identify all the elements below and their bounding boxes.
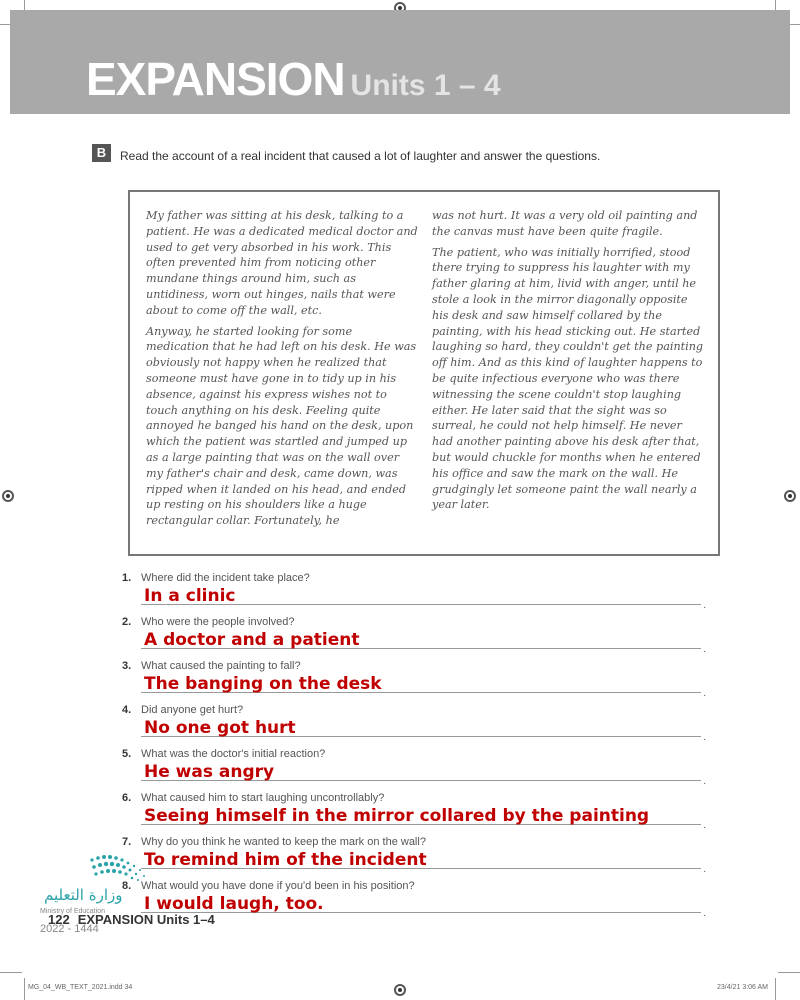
question-list [122,572,706,924]
question-number: 1. [122,572,132,584]
question-item [122,836,706,880]
page-number: 122 [48,912,70,927]
story-column-right [432,208,704,544]
story-paragraph: Anyway, he started looking for some medication that he had left on his desk. He was obviously not happy when he realized that someone must have gone in to tidy up in his absence, against his express wishes not to touch anything on his desk. Feeling quite annoyed he banged his hand on the desk, upon which the patient was startled and jumped up as a large painting that was on the wall over my father's chair and desk, came down, was ripped when it landed on his head, and ended up resting on his shoulders like a huge rectangular collar. Fortunately, he [146,324,417,528]
answer-line-end: . [703,688,706,699]
answer-text: A doctor and a patient [144,630,360,650]
banner-title-main: EXPANSION [86,53,345,105]
question-number: 3. [122,660,132,672]
question-number: 5. [122,748,132,760]
question-item [122,704,706,748]
story-paragraph: The patient, who was initially horrified, stood there trying to suppress his laughter with my father glaring at him, livid with anger, until he stole a look in the mirror diagonally opposite his desk and saw himself collared by the painting, with his head sticking out. He started laughing so hard, they couldn't get the painting off him. And as this kind of laughter happens to be quite infectious everyone who was there witnessing the scene couldn't stop laughing either. He later said that the sight was so surreal, he could not help himself. He never had another painting above his desk after that, but would chuckle for months when he entered his office and saw the mark on the wall. He grudgingly let someone paint the wall nearly a year later. [432,245,704,512]
ministry-logo-arabic: وزارة التعليم [44,886,123,904]
ministry-logo-dots-icon [88,852,150,884]
registration-mark-icon [2,490,14,502]
answer-text: Seeing himself in the mirror collared by the painting [144,806,650,826]
answer-line-end: . [703,864,706,875]
answer-text: The banging on the desk [144,674,382,694]
answer-text: He was angry [144,762,275,782]
question-text: What caused the painting to fall? [141,660,301,672]
ministry-logo-english: Ministry of Education [40,908,105,915]
answer-text: I would laugh, too. [144,894,324,914]
answer-line-end: . [703,644,706,655]
question-number: 2. [122,616,132,628]
question-item [122,792,706,836]
story-box [128,190,720,556]
answer-line-end: . [703,732,706,743]
question-number: 8. [122,880,132,892]
question-number: 4. [122,704,132,716]
answer-text: In a clinic [144,586,236,606]
question-number: 7. [122,836,132,848]
question-number: 6. [122,792,132,804]
section-instruction: Read the account of a real incident that caused a lot of laughter and answer the questions. [120,149,601,163]
story-paragraph: was not hurt. It was a very old oil painting and the canvas must have been quite fragile. [432,209,698,238]
answer-line-end: . [703,600,706,611]
question-item [122,660,706,704]
question-text: What caused him to start laughing uncontrollably? [141,792,385,804]
question-text: What was the doctor's initial reaction? [141,748,326,760]
answer-line-end: . [703,820,706,831]
print-slug-date: 23/4/21 3:06 AM [717,984,768,991]
crop-mark [778,972,800,973]
answer-line-end: . [703,908,706,919]
question-text: Why do you think he wanted to keep the mark on the wall? [141,836,426,848]
question-text: Did anyone get hurt? [141,704,244,716]
footer-title: EXPANSION Units 1–4 [77,912,215,927]
banner-title-sub: Units 1 – 4 [350,69,501,102]
question-item [122,748,706,792]
question-text: What would you have done if you'd been in his position? [141,880,415,892]
unit-banner [10,10,790,114]
banner-title [86,52,501,106]
section-badge: B [92,144,111,162]
question-text: Where did the incident take place? [141,572,310,584]
crop-mark [0,972,22,973]
question-item [122,616,706,660]
story-column-left [146,208,418,544]
crop-mark [24,978,25,1000]
answer-text: To remind him of the incident [144,850,427,870]
answer-line-end: . [703,776,706,787]
page-footer [48,912,215,927]
question-item [122,572,706,616]
registration-mark-icon [394,984,406,996]
print-slug-file: MG_04_WB_TEXT_2021.indd 34 [28,984,133,991]
answer-text: No one got hurt [144,718,296,738]
registration-mark-icon [784,490,796,502]
question-text: Who were the people involved? [141,616,295,628]
ministry-logo-year: 2022 - 1444 [40,923,99,935]
story-paragraph: My father was sitting at his desk, talking to a patient. He was a dedicated medical doctor and used to get very absorbed in his work. This often prevented him from noticing other mundane things around him, such as untidiness, worn out hinges, nails that were about to come off the wall, etc. [146,209,418,317]
crop-mark [775,978,776,1000]
